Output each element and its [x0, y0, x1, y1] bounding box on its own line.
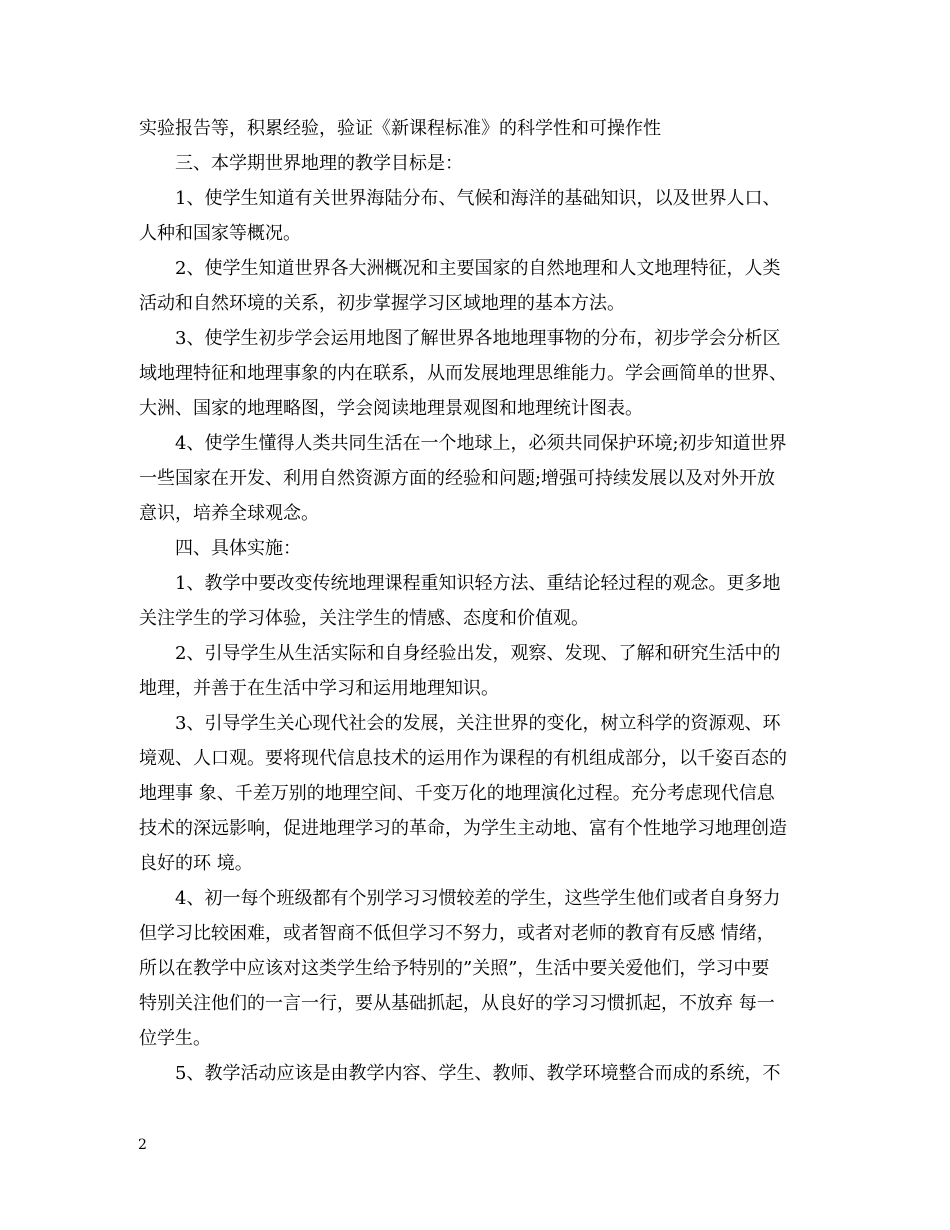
text-line: 活动和自然环境的关系，初步掌握学习区域地理的基本方法。: [139, 293, 625, 314]
text-line: 5、教学活动应该是由教学内容、学生、教师、教学环境整合而成的系统，不: [175, 1063, 781, 1084]
text-line: 大洲、国家的地理略图，学会阅读地理景观图和地理统计图表。: [139, 398, 643, 419]
text-line: 意识，培养全球观念。: [139, 503, 319, 524]
text-line: 地理事 象、千差万别的地理空间、千变万化的地理演化过程。充分考虑现代信息: [139, 783, 775, 804]
text-line: 境观、人口观。要将现代信息技术的运用作为课程的有机组成部分，以千姿百态的: [139, 748, 787, 769]
section-heading: 三、本学期世界地理的教学目标是：: [175, 153, 463, 174]
text-line: 域地理特征和地理事象的内在联系，从而发展地理思维能力。学会画简单的世界、: [139, 363, 787, 384]
text-line: 2、引导学生从生活实际和自身经验出发，观察、发现、了解和研究生活中的: [175, 643, 781, 664]
text-line: 关注学生的学习体验，关注学生的情感、态度和价值观。: [139, 608, 589, 629]
text-line: 2、使学生知道世界各大洲概况和主要国家的自然地理和人文地理特征，人类: [175, 258, 781, 279]
text-line: 4、初一每个班级都有个别学习习惯较差的学生，这些学生他们或者自身努力: [175, 888, 781, 909]
text-line: 3、使学生初步学会运用地图了解世界各地地理事物的分布，初步学会分析区: [175, 328, 781, 349]
text-line: 3、引导学生关心现代社会的发展，关注世界的变化，树立科学的资源观、环: [175, 713, 781, 734]
text-line: 4、使学生懂得人类共同生活在一个地球上，必须共同保护环境;初步知道世界: [175, 433, 787, 454]
text-line: 实验报告等，积累经验，验证《新课程标准》的科学性和可操作性: [139, 118, 661, 139]
section-heading: 四、具体实施：: [175, 538, 301, 559]
text-line: 特别关注他们的一言一行，要从基础抓起，从良好的学习习惯抓起，不放弃 每一: [139, 993, 775, 1014]
text-line: 位学生。: [139, 1028, 211, 1049]
text-line: 1、使学生知道有关世界海陆分布、气候和海洋的基础知识，以及世界人口、: [175, 188, 781, 209]
text-line: 1、教学中要改变传统地理课程重知识轻方法、重结论轻过程的观念。更多地: [175, 573, 781, 594]
text-line: 一些国家在开发、利用自然资源方面的经验和问题;增强可持续发展以及对外开放: [139, 468, 776, 489]
text-line: 良好的环 境。: [139, 853, 253, 874]
text-line: 所以在教学中应该对这类学生给予特别的”关照”，生活中要关爱他们，学习中要: [139, 958, 770, 979]
page-number: 2: [138, 1137, 147, 1153]
text-line: 技术的深远影响，促进地理学习的革命，为学生主动地、富有个性地学习地理创造: [139, 818, 787, 839]
text-line: 地理，并善于在生活中学习和运用地理知识。: [139, 678, 499, 699]
text-line: 但学习比较困难，或者智商不低但学习不努力，或者对老师的教育有反感 情绪，: [139, 923, 775, 944]
text-line: 人种和国家等概况。: [139, 223, 301, 244]
